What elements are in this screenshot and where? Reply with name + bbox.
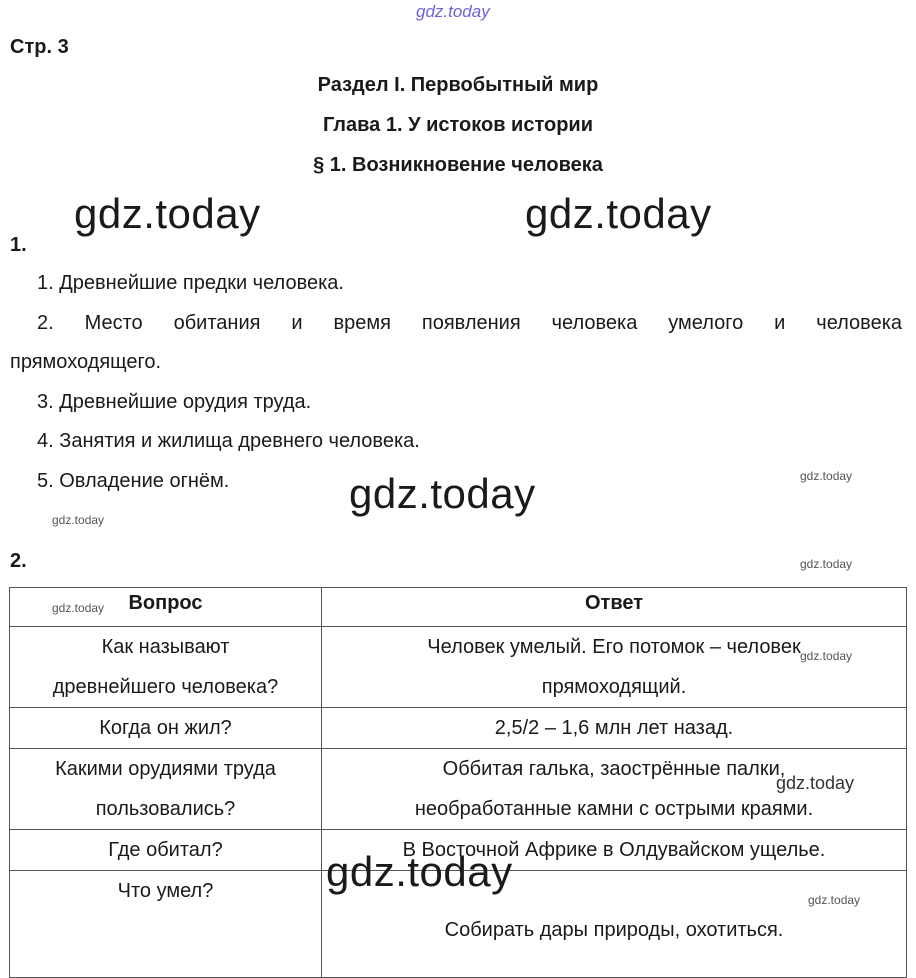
watermark: gdz.today [800,649,853,663]
watermark: gdz.today [776,773,855,793]
watermark: gdz.today [800,469,853,483]
plan-item-line: 2. Место обитания и время появления человека умелого и человека [37,312,902,334]
table-row [10,708,907,749]
answer-cell: Человек умелый. Его потомок – человек прямоходящий. [322,627,907,708]
watermark: gdz.today [800,557,853,571]
plan-item: 5. Овладение огнём. [37,470,230,492]
paragraph-title: § 1. Возникновение человека [313,154,603,176]
header-question: Вопрос [10,588,322,627]
page-number: Стр. 3 [10,36,69,58]
watermark: gdz.today [326,848,513,895]
watermark: gdz.today [808,893,861,907]
answer-cell: Собирать дары природы, охотиться. [322,871,907,978]
plan-item [10,304,902,382]
plan-item-line: прямоходящего. [10,351,162,373]
section-title: Раздел I. Первобытный мир [317,74,599,96]
watermark: gdz.today [52,513,105,527]
question-cell: Где обитал? [10,830,322,871]
watermark: gdz.today [74,190,261,237]
watermark: gdz.today [525,190,712,237]
question-cell: Когда он жил? [10,708,322,749]
plan-item: 1. Древнейшие предки человека. [37,272,344,294]
chapter-title: Глава 1. У истоков истории [322,114,594,136]
watermark: gdz.today [52,601,105,615]
question-cell: Какими орудиями труда пользовались? [10,749,322,830]
answer-cell: 2,5/2 – 1,6 млн лет назад. [322,708,907,749]
task-1-number: 1. [10,234,27,256]
plan-item: 3. Древнейшие орудия труда. [37,391,312,413]
answer-cell: В Восточной Африке в Олдувайском ущелье. [322,830,907,871]
table-row [10,627,907,708]
task-2-number: 2. [10,550,27,572]
qa-table [9,587,907,978]
header-answer: Ответ [322,588,907,627]
table-header-row [10,588,907,627]
answer-cell: Оббитая галька, заострённые палки, необработанные камни с острыми краями. [322,749,907,830]
table-row [10,749,907,830]
question-cell: Как называют древнейшего человека? [10,627,322,708]
site-logo[interactable]: gdz.today [416,2,490,21]
plan-item: 4. Занятия и жилища древнего человека. [37,430,420,452]
question-cell: Что умел? [10,871,322,978]
watermark: gdz.today [349,470,536,517]
